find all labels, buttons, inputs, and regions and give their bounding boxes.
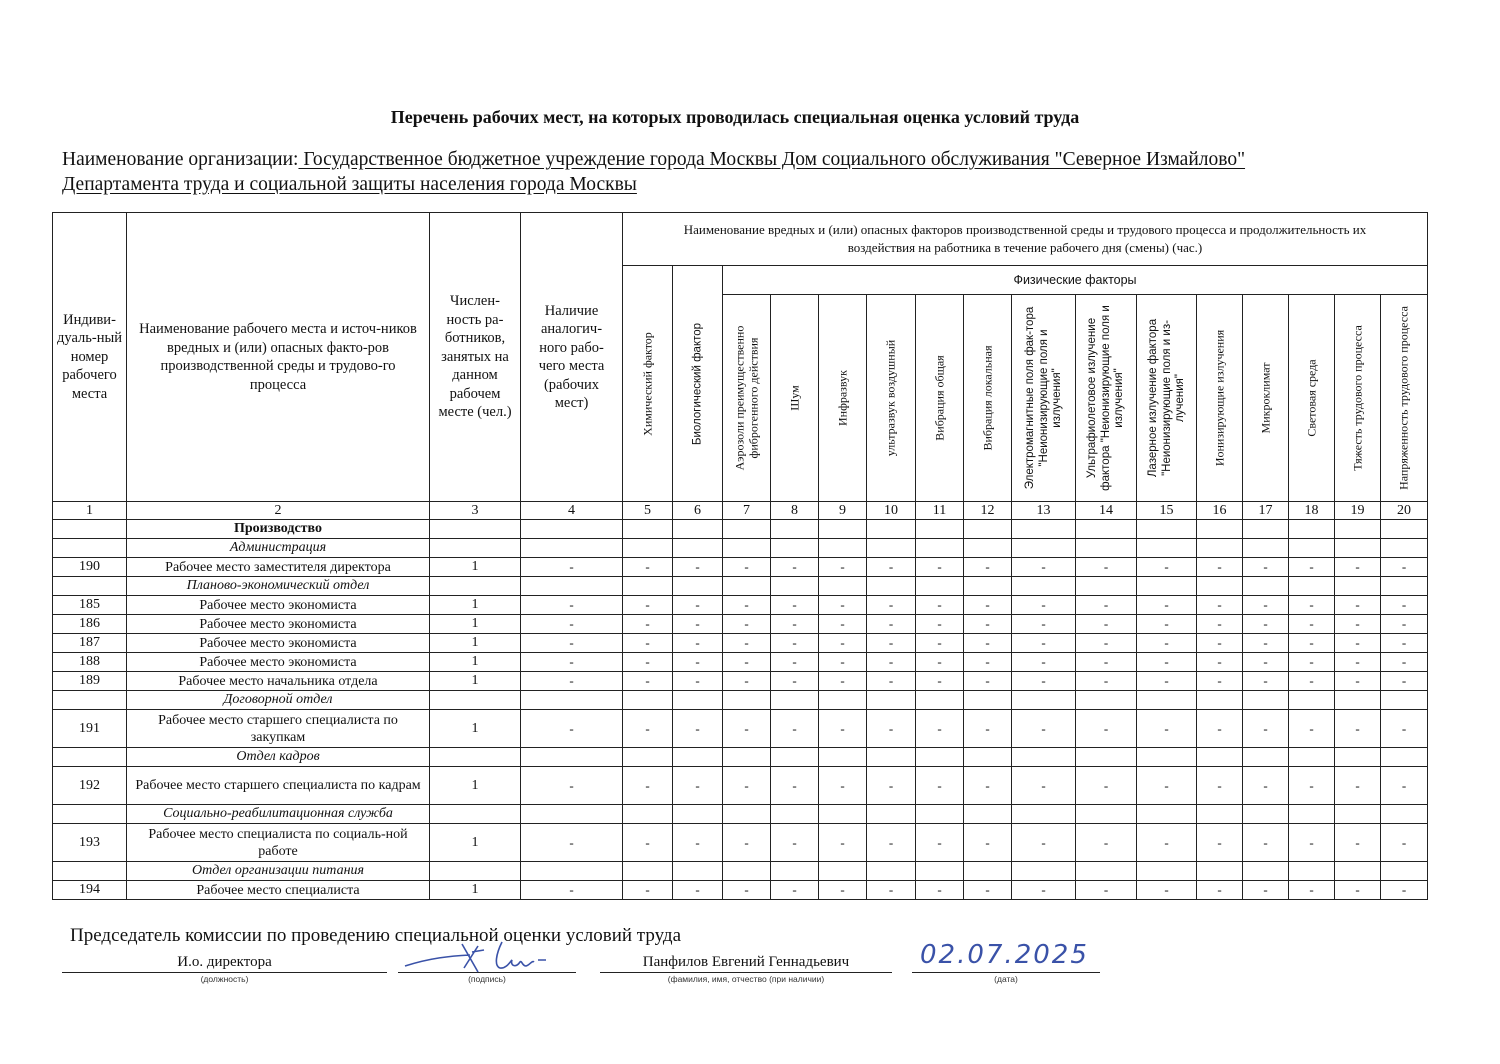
header-factor-chemical: Химический фактор bbox=[623, 266, 673, 502]
workplace-name: Рабочее место заместителя директора bbox=[127, 558, 430, 577]
column-number: 2 bbox=[127, 502, 430, 520]
workplaces-table bbox=[52, 212, 1428, 900]
factor-value: - bbox=[1243, 558, 1289, 577]
factor-value: - bbox=[771, 596, 819, 615]
section-row bbox=[53, 691, 1428, 710]
factor-value: - bbox=[1243, 653, 1289, 672]
column-number: 9 bbox=[819, 502, 867, 520]
section-label: Социально-реабилитационная служба bbox=[127, 805, 430, 824]
factor-value: - bbox=[1076, 881, 1137, 900]
column-number: 18 bbox=[1289, 502, 1335, 520]
factor-value: - bbox=[1243, 672, 1289, 691]
workplace-number: 192 bbox=[53, 767, 127, 805]
factor-value: - bbox=[1289, 710, 1335, 748]
factor-value: - bbox=[623, 672, 673, 691]
factor-value: - bbox=[916, 824, 964, 862]
factor-value: - bbox=[1137, 710, 1197, 748]
factor-value: - bbox=[673, 596, 723, 615]
factor-value: - bbox=[723, 710, 771, 748]
header-workplace-name: Наименование рабочего места и источ-ников вредных и (или) опасных факто-ров производственной среды и трудово-го процесса bbox=[127, 213, 430, 502]
header-factors-group: Наименование вредных и (или) опасных факторов производственной среды и трудового процесса и продолжительность их воздействия на работника в течение рабочего дня (смены) (час.) bbox=[623, 213, 1428, 266]
factor-value: - bbox=[673, 672, 723, 691]
factor-value: - bbox=[771, 672, 819, 691]
factor-value: - bbox=[1012, 881, 1076, 900]
date-caption: (дата) bbox=[994, 974, 1018, 984]
factor-value: - bbox=[1012, 767, 1076, 805]
header-factor-12: Вибрация локальная bbox=[964, 295, 1012, 502]
header-factor-19: Тяжесть трудового процесса bbox=[1335, 295, 1381, 502]
factor-value: - bbox=[916, 881, 964, 900]
factor-value: - bbox=[867, 634, 916, 653]
factor-value: - bbox=[1289, 615, 1335, 634]
section-row bbox=[53, 577, 1428, 596]
header-factor-biological: Биологический фактор bbox=[673, 266, 723, 502]
factor-value: - bbox=[623, 881, 673, 900]
header-factor-10: ультразвук воздушный bbox=[867, 295, 916, 502]
column-number: 10 bbox=[867, 502, 916, 520]
workplace-name: Рабочее место экономиста bbox=[127, 596, 430, 615]
analog-workplaces: - bbox=[521, 615, 623, 634]
factor-value: - bbox=[1381, 615, 1428, 634]
factor-value: - bbox=[1137, 596, 1197, 615]
factor-value: - bbox=[1243, 710, 1289, 748]
factor-value: - bbox=[623, 824, 673, 862]
factor-value: - bbox=[964, 615, 1012, 634]
worker-count: 1 bbox=[430, 653, 521, 672]
factor-value: - bbox=[623, 558, 673, 577]
factor-value: - bbox=[867, 653, 916, 672]
factor-value: - bbox=[867, 615, 916, 634]
factor-value: - bbox=[1197, 767, 1243, 805]
header-factor-20: Напряженность трудового процесса bbox=[1381, 295, 1428, 502]
factor-value: - bbox=[1289, 767, 1335, 805]
section-row bbox=[53, 520, 1428, 539]
header-physical-factors: Физические факторы bbox=[723, 266, 1428, 295]
factor-value: - bbox=[1012, 615, 1076, 634]
factor-value: - bbox=[916, 653, 964, 672]
factor-value: - bbox=[1335, 634, 1381, 653]
factor-value: - bbox=[1381, 710, 1428, 748]
workplace-name: Рабочее место начальника отдела bbox=[127, 672, 430, 691]
factor-value: - bbox=[1243, 824, 1289, 862]
workplace-name: Рабочее место специалиста по социаль-ной работе bbox=[127, 824, 430, 862]
factor-value: - bbox=[1335, 767, 1381, 805]
factor-value: - bbox=[964, 710, 1012, 748]
factor-value: - bbox=[723, 596, 771, 615]
worker-count: 1 bbox=[430, 672, 521, 691]
factor-value: - bbox=[1381, 596, 1428, 615]
factor-value: - bbox=[916, 634, 964, 653]
header-factor-13: Электромагнитные поля фак-тора "Неионизирующие поля и излучения" bbox=[1012, 295, 1076, 502]
section-label: Отдел кадров bbox=[127, 748, 430, 767]
factor-value: - bbox=[964, 881, 1012, 900]
section-label: Договорной отдел bbox=[127, 691, 430, 710]
factor-value: - bbox=[964, 824, 1012, 862]
header-factor-15: Лазерное излучение фактора "Неионизирующие поля и из-лучения" bbox=[1137, 295, 1197, 502]
analog-workplaces: - bbox=[521, 596, 623, 615]
factor-value: - bbox=[1381, 634, 1428, 653]
analog-workplaces: - bbox=[521, 634, 623, 653]
factor-value: - bbox=[819, 596, 867, 615]
section-label: Отдел организации питания bbox=[127, 862, 430, 881]
factor-value: - bbox=[1197, 824, 1243, 862]
organization-label: Наименование организации: bbox=[62, 149, 299, 170]
factor-value: - bbox=[1137, 653, 1197, 672]
factor-value: - bbox=[623, 596, 673, 615]
factor-value: - bbox=[1243, 634, 1289, 653]
workplace-number: 187 bbox=[53, 634, 127, 653]
header-analog-workplaces: Наличие аналогич-ного рабо-чего места (рабочих мест) bbox=[521, 213, 623, 502]
worker-count: 1 bbox=[430, 881, 521, 900]
analog-workplaces: - bbox=[521, 767, 623, 805]
factor-value: - bbox=[723, 615, 771, 634]
factor-value: - bbox=[867, 767, 916, 805]
column-number: 4 bbox=[521, 502, 623, 520]
factor-value: - bbox=[1289, 653, 1335, 672]
factor-value: - bbox=[1335, 653, 1381, 672]
factor-value: - bbox=[1381, 558, 1428, 577]
full-name-value: Панфилов Евгений Геннадьевич bbox=[600, 954, 892, 973]
section-label: Администрация bbox=[127, 539, 430, 558]
factor-value: - bbox=[771, 881, 819, 900]
factor-value: - bbox=[1076, 596, 1137, 615]
header-factor-7: Аэрозоли преимущественно фиброгенного действия bbox=[723, 295, 771, 502]
workplace-number: 191 bbox=[53, 710, 127, 748]
factor-value: - bbox=[1197, 596, 1243, 615]
analog-workplaces: - bbox=[521, 710, 623, 748]
column-number: 8 bbox=[771, 502, 819, 520]
table-row bbox=[53, 634, 1428, 653]
organization-name-line2: Департамента труда и социальной защиты населения города Москвы bbox=[62, 174, 637, 195]
factor-value: - bbox=[1137, 558, 1197, 577]
header-factor-18: Световая среда bbox=[1289, 295, 1335, 502]
factor-value: - bbox=[1381, 881, 1428, 900]
workplace-name: Рабочее место экономиста bbox=[127, 634, 430, 653]
factor-value: - bbox=[1137, 881, 1197, 900]
table-row bbox=[53, 672, 1428, 691]
factor-value: - bbox=[1137, 672, 1197, 691]
factor-value: - bbox=[1335, 558, 1381, 577]
factor-value: - bbox=[867, 881, 916, 900]
factor-value: - bbox=[1012, 596, 1076, 615]
factor-value: - bbox=[1335, 672, 1381, 691]
factor-value: - bbox=[673, 824, 723, 862]
factor-value: - bbox=[819, 710, 867, 748]
table-row bbox=[53, 881, 1428, 900]
workplace-number: 190 bbox=[53, 558, 127, 577]
factor-value: - bbox=[1381, 672, 1428, 691]
factor-value: - bbox=[1197, 881, 1243, 900]
table-row bbox=[53, 710, 1428, 748]
factor-value: - bbox=[1012, 558, 1076, 577]
column-number: 6 bbox=[673, 502, 723, 520]
factor-value: - bbox=[673, 767, 723, 805]
column-number: 12 bbox=[964, 502, 1012, 520]
organization-name-line1: Государственное бюджетное учреждение города Москвы Дом социального обслуживания "Северное Измайлово" bbox=[298, 149, 1246, 170]
factor-value: - bbox=[673, 881, 723, 900]
factor-value: - bbox=[819, 615, 867, 634]
column-number: 14 bbox=[1076, 502, 1137, 520]
factor-value: - bbox=[1381, 824, 1428, 862]
header-factor-17: Микроклимат bbox=[1243, 295, 1289, 502]
column-number: 5 bbox=[623, 502, 673, 520]
worker-count: 1 bbox=[430, 824, 521, 862]
workplace-name: Рабочее место экономиста bbox=[127, 615, 430, 634]
factor-value: - bbox=[771, 767, 819, 805]
factor-value: - bbox=[1137, 615, 1197, 634]
factor-value: - bbox=[623, 653, 673, 672]
factor-value: - bbox=[723, 881, 771, 900]
analog-workplaces: - bbox=[521, 881, 623, 900]
factor-value: - bbox=[1012, 710, 1076, 748]
factor-value: - bbox=[916, 672, 964, 691]
factor-value: - bbox=[964, 767, 1012, 805]
worker-count: 1 bbox=[430, 596, 521, 615]
factor-value: - bbox=[1012, 672, 1076, 691]
factor-value: - bbox=[673, 653, 723, 672]
factor-value: - bbox=[916, 615, 964, 634]
header-factor-9: Инфразвук bbox=[819, 295, 867, 502]
section-label: Планово-экономический отдел bbox=[127, 577, 430, 596]
factor-value: - bbox=[1012, 634, 1076, 653]
column-number: 13 bbox=[1012, 502, 1076, 520]
factor-value: - bbox=[1012, 824, 1076, 862]
document-title: Перечень рабочих мест, на которых проводилась специальная оценка условий труда bbox=[390, 107, 1080, 127]
factor-value: - bbox=[819, 672, 867, 691]
factor-value: - bbox=[771, 615, 819, 634]
factor-value: - bbox=[723, 767, 771, 805]
column-number: 20 bbox=[1381, 502, 1428, 520]
factor-value: - bbox=[673, 558, 723, 577]
factor-value: - bbox=[723, 672, 771, 691]
factor-value: - bbox=[819, 558, 867, 577]
factor-value: - bbox=[1076, 767, 1137, 805]
table-row bbox=[53, 615, 1428, 634]
factor-value: - bbox=[819, 767, 867, 805]
factor-value: - bbox=[1197, 653, 1243, 672]
full-name-caption: (фамилия, имя, отчество (при наличии) bbox=[667, 974, 825, 984]
factor-value: - bbox=[964, 672, 1012, 691]
analog-workplaces: - bbox=[521, 653, 623, 672]
table-row bbox=[53, 824, 1428, 862]
position-caption: (должность) bbox=[200, 974, 249, 984]
factor-value: - bbox=[1197, 558, 1243, 577]
factor-value: - bbox=[1381, 653, 1428, 672]
factor-value: - bbox=[1076, 672, 1137, 691]
analog-workplaces: - bbox=[521, 672, 623, 691]
column-number: 17 bbox=[1243, 502, 1289, 520]
factor-value: - bbox=[819, 824, 867, 862]
table-row bbox=[53, 767, 1428, 805]
position-value: И.о. директора bbox=[62, 954, 387, 973]
factor-value: - bbox=[867, 558, 916, 577]
worker-count: 1 bbox=[430, 634, 521, 653]
header-factor-14: Ультрафиолетовое излучение фактора "Неионизирующие поля и излучения" bbox=[1076, 295, 1137, 502]
factor-value: - bbox=[1076, 558, 1137, 577]
workplace-name: Рабочее место старшего специалиста по кадрам bbox=[127, 767, 430, 805]
header-factor-16: Ионизирующие излучения bbox=[1197, 295, 1243, 502]
position-field bbox=[62, 954, 387, 984]
handwritten-date: 02.07.2025 bbox=[920, 940, 1089, 970]
factor-value: - bbox=[1335, 615, 1381, 634]
factor-value: - bbox=[1381, 767, 1428, 805]
section-row bbox=[53, 748, 1428, 767]
analog-workplaces: - bbox=[521, 824, 623, 862]
factor-value: - bbox=[673, 710, 723, 748]
factor-value: - bbox=[1197, 710, 1243, 748]
column-number: 7 bbox=[723, 502, 771, 520]
column-number: 15 bbox=[1137, 502, 1197, 520]
factor-value: - bbox=[1076, 824, 1137, 862]
full-name-field bbox=[600, 954, 892, 984]
factor-value: - bbox=[623, 767, 673, 805]
table-row bbox=[53, 596, 1428, 615]
factor-value: - bbox=[1137, 634, 1197, 653]
factor-value: - bbox=[1335, 596, 1381, 615]
factor-value: - bbox=[673, 615, 723, 634]
column-number: 11 bbox=[916, 502, 964, 520]
factor-value: - bbox=[771, 634, 819, 653]
factor-value: - bbox=[1289, 672, 1335, 691]
header-factor-8: Шум bbox=[771, 295, 819, 502]
factor-value: - bbox=[1197, 672, 1243, 691]
workplace-number: 188 bbox=[53, 653, 127, 672]
factor-value: - bbox=[771, 824, 819, 862]
factor-value: - bbox=[1137, 767, 1197, 805]
factor-value: - bbox=[916, 558, 964, 577]
section-row bbox=[53, 539, 1428, 558]
factor-value: - bbox=[723, 653, 771, 672]
handwritten-signature bbox=[400, 938, 580, 978]
worker-count: 1 bbox=[430, 710, 521, 748]
factor-value: - bbox=[623, 710, 673, 748]
factor-value: - bbox=[819, 881, 867, 900]
factor-value: - bbox=[623, 634, 673, 653]
workplace-number: 194 bbox=[53, 881, 127, 900]
chairman-label: Председатель комиссии по проведению специальной оценки условий труда bbox=[70, 925, 681, 946]
factor-value: - bbox=[867, 596, 916, 615]
workplace-number: 189 bbox=[53, 672, 127, 691]
factor-value: - bbox=[916, 767, 964, 805]
workplace-name: Рабочее место экономиста bbox=[127, 653, 430, 672]
factor-value: - bbox=[819, 653, 867, 672]
section-row bbox=[53, 805, 1428, 824]
factor-value: - bbox=[673, 634, 723, 653]
factor-value: - bbox=[964, 653, 1012, 672]
worker-count: 1 bbox=[430, 558, 521, 577]
factor-value: - bbox=[916, 710, 964, 748]
section-label: Производство bbox=[127, 520, 430, 539]
header-factor-11: Вибрация общая bbox=[916, 295, 964, 502]
factor-value: - bbox=[1243, 767, 1289, 805]
workplace-name: Рабочее место старшего специалиста по закупкам bbox=[127, 710, 430, 748]
section-row bbox=[53, 862, 1428, 881]
factor-value: - bbox=[1289, 881, 1335, 900]
factor-value: - bbox=[771, 558, 819, 577]
header-workplace-number: Индиви-дуаль-ный номер рабочего места bbox=[53, 213, 127, 502]
workplace-name: Рабочее место специалиста bbox=[127, 881, 430, 900]
table-row bbox=[53, 653, 1428, 672]
factor-value: - bbox=[1243, 596, 1289, 615]
factor-value: - bbox=[723, 634, 771, 653]
factor-value: - bbox=[964, 558, 1012, 577]
organization-block bbox=[62, 147, 1392, 197]
factor-value: - bbox=[916, 596, 964, 615]
header-worker-count: Числен-ность ра-ботников, занятых на данном рабочем месте (чел.) bbox=[430, 213, 521, 502]
factor-value: - bbox=[867, 710, 916, 748]
factor-value: - bbox=[1076, 710, 1137, 748]
factor-value: - bbox=[867, 672, 916, 691]
column-number: 3 bbox=[430, 502, 521, 520]
factor-value: - bbox=[819, 634, 867, 653]
factor-value: - bbox=[1243, 615, 1289, 634]
worker-count: 1 bbox=[430, 767, 521, 805]
column-number: 1 bbox=[53, 502, 127, 520]
factor-value: - bbox=[1335, 824, 1381, 862]
factor-value: - bbox=[1137, 824, 1197, 862]
factor-value: - bbox=[1289, 558, 1335, 577]
factor-value: - bbox=[1197, 634, 1243, 653]
factor-value: - bbox=[867, 824, 916, 862]
table-row bbox=[53, 558, 1428, 577]
column-number: 16 bbox=[1197, 502, 1243, 520]
analog-workplaces: - bbox=[521, 558, 623, 577]
factor-value: - bbox=[1197, 615, 1243, 634]
factor-value: - bbox=[1289, 596, 1335, 615]
signature-caption: (подпись) bbox=[468, 974, 506, 984]
workplace-number: 186 bbox=[53, 615, 127, 634]
factor-value: - bbox=[964, 596, 1012, 615]
factor-value: - bbox=[723, 558, 771, 577]
factor-value: - bbox=[964, 634, 1012, 653]
factor-value: - bbox=[723, 824, 771, 862]
column-number: 19 bbox=[1335, 502, 1381, 520]
factor-value: - bbox=[1076, 634, 1137, 653]
factor-value: - bbox=[1076, 653, 1137, 672]
factor-value: - bbox=[1335, 881, 1381, 900]
workplace-number: 185 bbox=[53, 596, 127, 615]
worker-count: 1 bbox=[430, 615, 521, 634]
factor-value: - bbox=[1289, 634, 1335, 653]
workplace-number: 193 bbox=[53, 824, 127, 862]
factor-value: - bbox=[1335, 710, 1381, 748]
factor-value: - bbox=[1076, 615, 1137, 634]
factor-value: - bbox=[1289, 824, 1335, 862]
factor-value: - bbox=[623, 615, 673, 634]
factor-value: - bbox=[771, 710, 819, 748]
factor-value: - bbox=[1012, 653, 1076, 672]
factor-value: - bbox=[1243, 881, 1289, 900]
factor-value: - bbox=[771, 653, 819, 672]
